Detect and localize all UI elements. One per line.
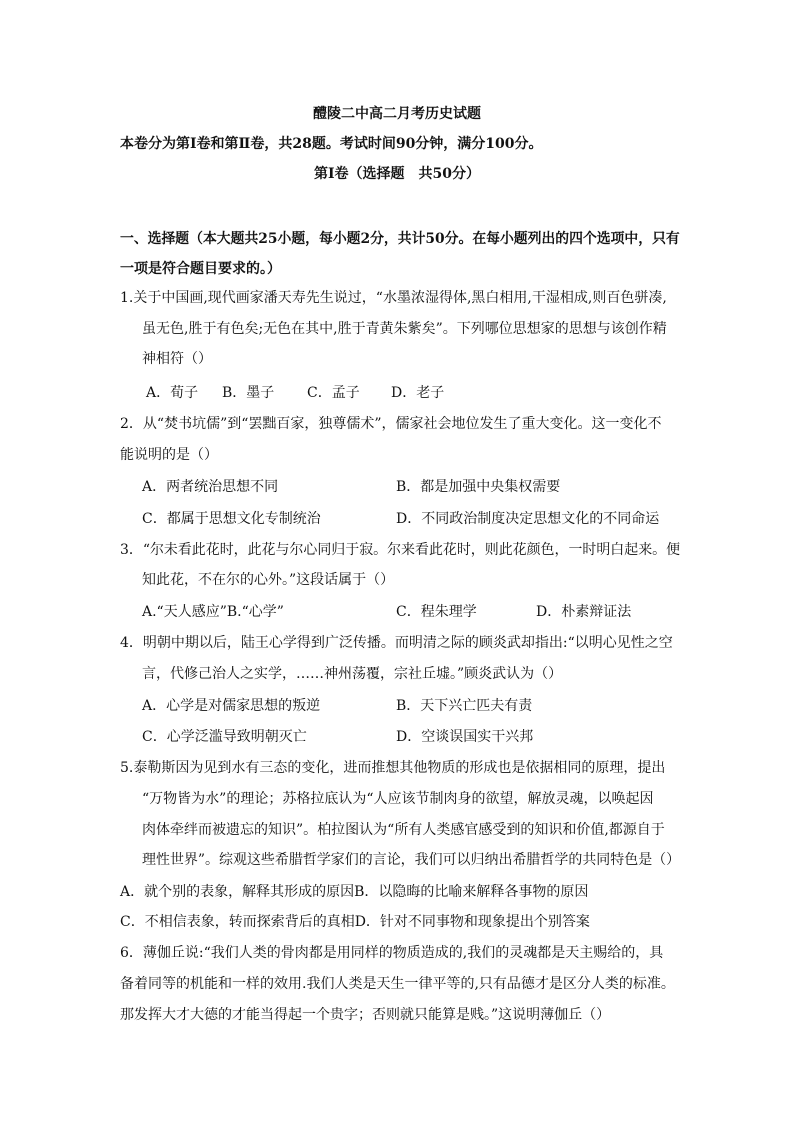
q2-option-c: C．都属于思想文化专制统治 <box>142 511 321 527</box>
q4-option-d: D．空谈误国实干兴邦 <box>396 729 534 745</box>
q5-stem-line1: 5.泰勒斯因为见到水有三态的变化，进而推想其他物质的形成也是依据相同的原理，提出 <box>120 760 666 776</box>
q3-option-c: C．程朱理学 <box>396 604 477 620</box>
part-heading-line1: 一、选择题（本大题共25小题，每小题2分，共计50分。在每小题列出的四个选项中，只有 <box>120 231 680 247</box>
q5-stem-line2: “万物皆为水”的理论；苏格拉底认为“人应该节制肉身的欲望，解放灵魂，以唤起因 <box>142 791 654 807</box>
q1-option-a: A．荀子 <box>146 385 199 401</box>
q1-option-d: D．老子 <box>391 385 445 401</box>
q4-option-a: A．心学是对儒家思想的叛逆 <box>142 698 321 714</box>
q3-stem-line1: 3．“尔未看此花时，此花与尔心同归于寂。尔来看此花时，则此花颜色，一时明白起来。便 <box>120 542 681 558</box>
q3-stem-line2: 知此花，不在尔的心外。”这段话属于（） <box>142 572 395 588</box>
q3-option-ab: A.“天人感应”B.“心学” <box>142 604 284 620</box>
q2-stem-line2: 能说明的是（） <box>120 447 218 463</box>
q5-stem-line4: 理性世界”。综观这些希腊哲学家们的言论，我们可以归纳出希腊哲学的共同特色是（） <box>142 852 681 868</box>
q6-stem-line1: 6．薄伽丘说:“我们人类的骨肉都是用同样的物质造成的,我们的灵魂都是天主赐给的，具 <box>120 945 664 961</box>
q6-stem-line2: 备着同等的机能和一样的效用.我们人类是天生一律平等的,只有品德才是区分人类的标准。 <box>120 976 675 992</box>
part-heading-line2: 一项是符合题目要求的。） <box>120 261 281 277</box>
section-title: 第Ⅰ卷（选择题 共50分） <box>313 166 481 182</box>
q2-option-a: A．两者统治思想不同 <box>142 479 279 495</box>
q3-option-d: D．朴素辩证法 <box>536 604 632 620</box>
exam-intro: 本卷分为第Ⅰ卷和第Ⅱ卷，共28题。考试时间90分钟，满分100分。 <box>120 136 543 152</box>
q4-stem-line1: 4．明朝中期以后，陆王心学得到广泛传播。而明清之际的顾炎武却指出:“以明心见性之空 <box>120 635 673 651</box>
q5-option-cd: C．不相信表象，转而探索背后的真相D．针对不同事物和现象提出个别答案 <box>120 914 590 930</box>
q5-option-ab: A．就个别的表象，解释其形成的原因B．以隐晦的比喻来解释各事物的原因 <box>120 884 589 900</box>
q6-stem-line3: 那发挥大才大德的才能当得起一个贵字；否则就只能算是贱。”这说明薄伽丘（） <box>120 1007 611 1023</box>
q2-stem-line1: 2．从“焚书坑儒”到“罢黜百家，独尊儒术”，儒家社会地位发生了重大变化。这一变化不 <box>120 416 662 432</box>
q1-option-c: C．孟子 <box>307 385 360 401</box>
q4-option-b: B．天下兴亡匹夫有责 <box>396 698 533 714</box>
q1-stem-line2: 虽无色,胜于有色矣;无色在其中,胜于青黄朱紫矣”。下列哪位思想家的思想与该创作精 <box>142 321 667 337</box>
q5-stem-line3: 肉体牵绊而被遗忘的知识”。柏拉图认为“所有人类感官感受到的知识和价值,都源自于 <box>142 822 665 838</box>
q1-option-b: B．墨子 <box>222 385 275 401</box>
q1-stem-line1: 1.关于中国画,现代画家潘天寿先生说过，“水墨浓湿得体,黑白相用,干湿相成,则百色骈凑, <box>120 290 667 306</box>
q2-option-d: D．不同政治制度决定思想文化的不同命运 <box>396 511 660 527</box>
q4-stem-line2: 言，代修己治人之实学，……神州荡覆，宗社丘墟。”顾炎武认为（） <box>142 666 563 682</box>
q2-option-b: B．都是加强中央集权需要 <box>396 479 561 495</box>
q4-option-c: C．心学泛滥导致明朝灭亡 <box>142 729 307 745</box>
exam-title: 醴陵二中高二月考历史试题 <box>313 106 481 122</box>
q1-stem-line3: 神相符（） <box>142 351 212 367</box>
